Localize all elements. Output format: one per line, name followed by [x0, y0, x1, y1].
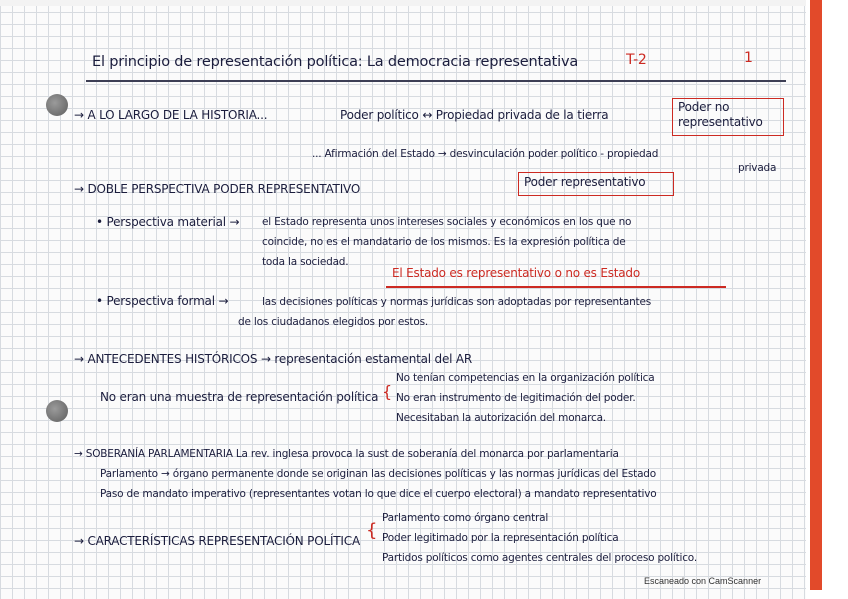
material-line1: el Estado representa unos intereses sociales y económicos en los que no — [262, 216, 632, 228]
antecedentes-item-3: Necesitaban la autorización del monarca. — [396, 412, 606, 424]
caracteristicas-brace: { — [366, 520, 378, 541]
soberania-line2: Parlamento → órgano permanente donde se originan las decisiones políticas y las normas jurídicas del Estado — [100, 468, 656, 480]
antecedentes-lead: No eran una muestra de representación política — [100, 390, 379, 404]
title-underline — [86, 80, 786, 82]
material-conclusion: El Estado es representativo o no es Estado — [392, 266, 640, 280]
material-label: • Perspectiva material → — [96, 215, 240, 229]
formal-line1: las decisiones políticas y normas jurídicas son adoptadas por representantes — [262, 296, 651, 308]
material-line2: coincide, no es el mandatario de los mismos. Es la expresión política de — [262, 236, 626, 248]
soberania-line3: Paso de mandato imperativo (representantes votan lo que dice el cuerpo electoral) a mandato representativo — [100, 488, 657, 500]
antecedentes-heading: → ANTECEDENTES HISTÓRICOS → representación estamental del AR — [74, 352, 473, 366]
material-conclusion-underline — [386, 286, 726, 288]
historia-line1: Poder político ↔ Propiedad privada de la tierra — [340, 108, 609, 122]
historia-line2: ... Afirmación del Estado → desvinculación poder político - propiedad — [312, 148, 659, 160]
caracteristicas-item-1: Parlamento como órgano central — [382, 512, 549, 524]
box-no-representativo-text: Poder no representativo — [678, 100, 763, 129]
historia-heading: → A LO LARGO DE LA HISTORIA... — [74, 108, 268, 122]
caracteristicas-heading: → CARACTERÍSTICAS REPRESENTACIÓN POLÍTICA — [74, 534, 360, 548]
caracteristicas-item-3: Partidos políticos como agentes centrales del proceso político. — [382, 552, 697, 564]
caracteristicas-item-2: Poder legitimado por la representación política — [382, 532, 619, 544]
page-top-edge — [0, 0, 806, 6]
doble-heading: → DOBLE PERSPECTIVA PODER REPRESENTATIVO — [74, 182, 361, 196]
punch-hole-bottom — [46, 400, 68, 422]
scanner-watermark: Escaneado con CamScanner — [644, 576, 762, 586]
formal-line2: de los ciudadanos elegidos por estos. — [238, 316, 428, 328]
historia-line2b: privada — [738, 162, 777, 174]
formal-label: • Perspectiva formal → — [96, 294, 229, 308]
soberania-line1: → SOBERANÍA PARLAMENTARIA La rev. inglesa provoca la sust de soberanía del monarca por parlamentaria — [74, 448, 619, 460]
box-representativo-text: Poder representativo — [524, 175, 646, 189]
antecedentes-brace: { — [382, 382, 392, 401]
antecedentes-item-1: No tenían competencias en la organización política — [396, 372, 655, 384]
notebook-red-edge — [810, 0, 822, 590]
material-line3: toda la sociedad. — [262, 256, 349, 268]
page-number: 1 — [744, 50, 753, 66]
page-title: El principio de representación política: La democracia representativa — [92, 54, 579, 70]
antecedentes-item-2: No eran instrumento de legitimación del poder. — [396, 392, 636, 404]
topic-code: T-2 — [626, 52, 647, 68]
punch-hole-top — [46, 94, 68, 116]
